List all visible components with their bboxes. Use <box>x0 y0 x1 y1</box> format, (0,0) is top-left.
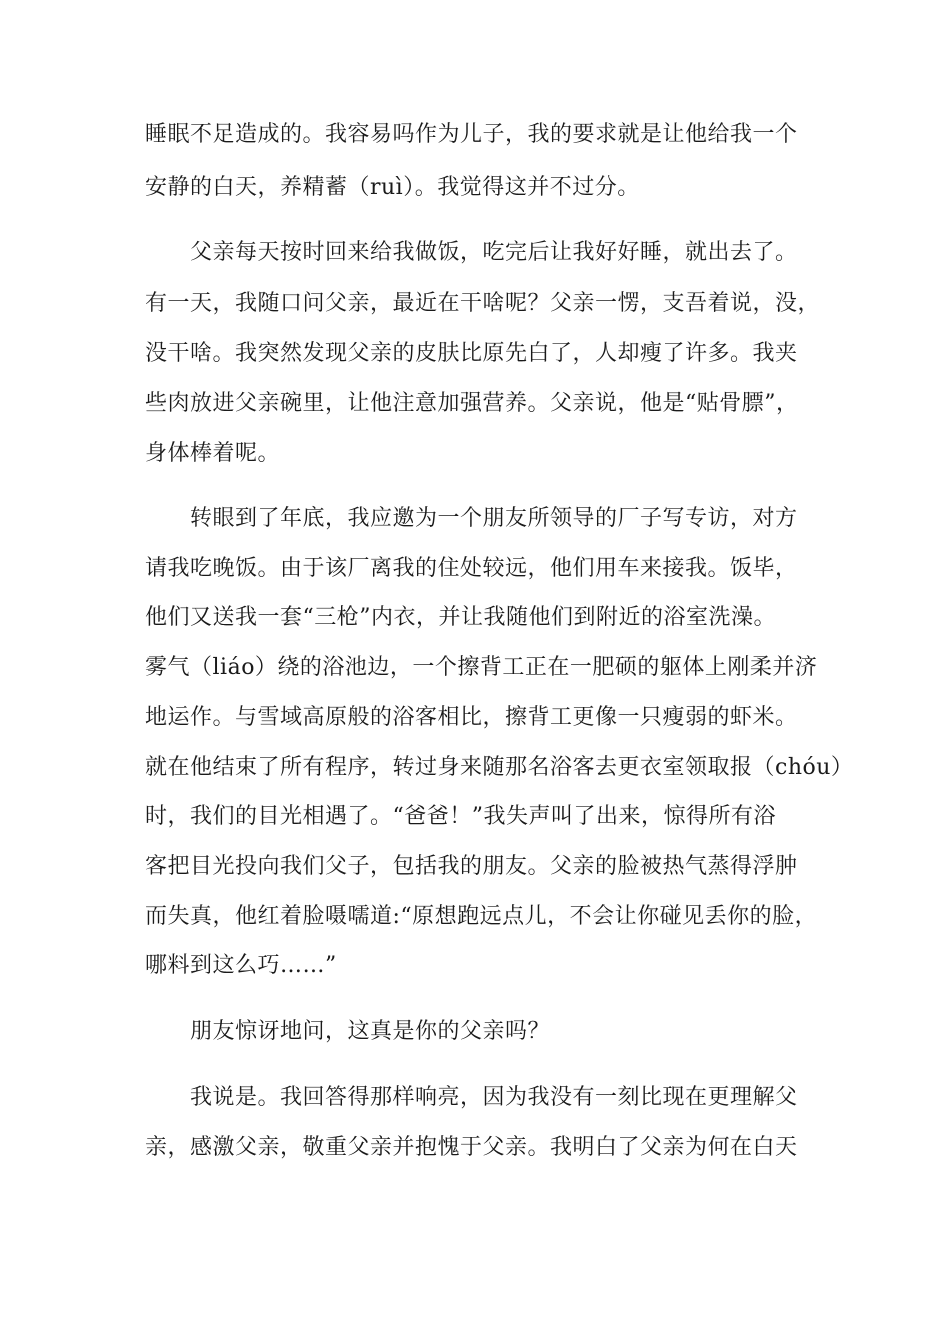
text-line: 有一天，我随口问父亲，最近在干啥呢？父亲一愣，支吾着说，没， <box>145 291 821 316</box>
text-line: 亲，感激父亲，敬重父亲并抱愧于父亲。我明白了父亲为何在白天 <box>145 1135 798 1160</box>
text-line: 请我吃晚饭。由于该厂离我的住处较远，他们用车来接我。饭毕， <box>145 556 798 581</box>
paragraph-first-line: 我说是。我回答得那样响亮，因为我没有一刻比现在更理解父 <box>190 1085 798 1110</box>
text-line: 安静的白天，养精蓄（ruì）。我觉得这并不过分。 <box>145 175 640 200</box>
text-line: 身体棒着呢。 <box>145 441 281 466</box>
text-line: 睡眠不足造成的。我容易吗作为儿子，我的要求就是让他给我一个 <box>145 122 798 147</box>
text-line: 他们又送我一套“三枪”内衣，并让我随他们到附近的浴室洗澡。 <box>145 605 776 630</box>
text-line: 就在他结束了所有程序，转过身来随那名浴客去更衣室领取报（chóu） <box>145 755 854 780</box>
text-line: 客把目光投向我们父子，包括我的朋友。父亲的脸被热气蒸得浮肿 <box>145 854 798 879</box>
text-line: 时，我们的目光相遇了。“爸爸！”我失声叫了出来，惊得所有浴 <box>145 804 776 829</box>
text-line: 而失真，他红着脸嗫嚅道:“原想跑远点儿，不会让你碰见丢你的脸， <box>145 904 818 929</box>
paragraph-first-line: 父亲每天按时回来给我做饭，吃完后让我好好睡，就出去了。 <box>190 240 798 265</box>
text-line: 哪料到这么巧……” <box>145 953 337 978</box>
paragraph-first-line: 转眼到了年底，我应邀为一个朋友所领导的厂子写专访，对方 <box>190 506 798 531</box>
text-line: 没干啥。我突然发现父亲的皮肤比原先白了，人却瘦了许多。我夹 <box>145 341 798 366</box>
paragraph-first-line: 朋友惊讶地问，这真是你的父亲吗？ <box>190 1019 551 1044</box>
text-line: 地运作。与雪域高原般的浴客相比，擦背工更像一只瘦弱的虾米。 <box>145 705 798 730</box>
text-line: 雾气（liáo）绕的浴池边，一个擦背工正在一肥硕的躯体上刚柔并济 <box>145 655 818 680</box>
text-line: 些肉放进父亲碗里，让他注意加强营养。父亲说，他是“贴骨膘”， <box>145 391 799 416</box>
